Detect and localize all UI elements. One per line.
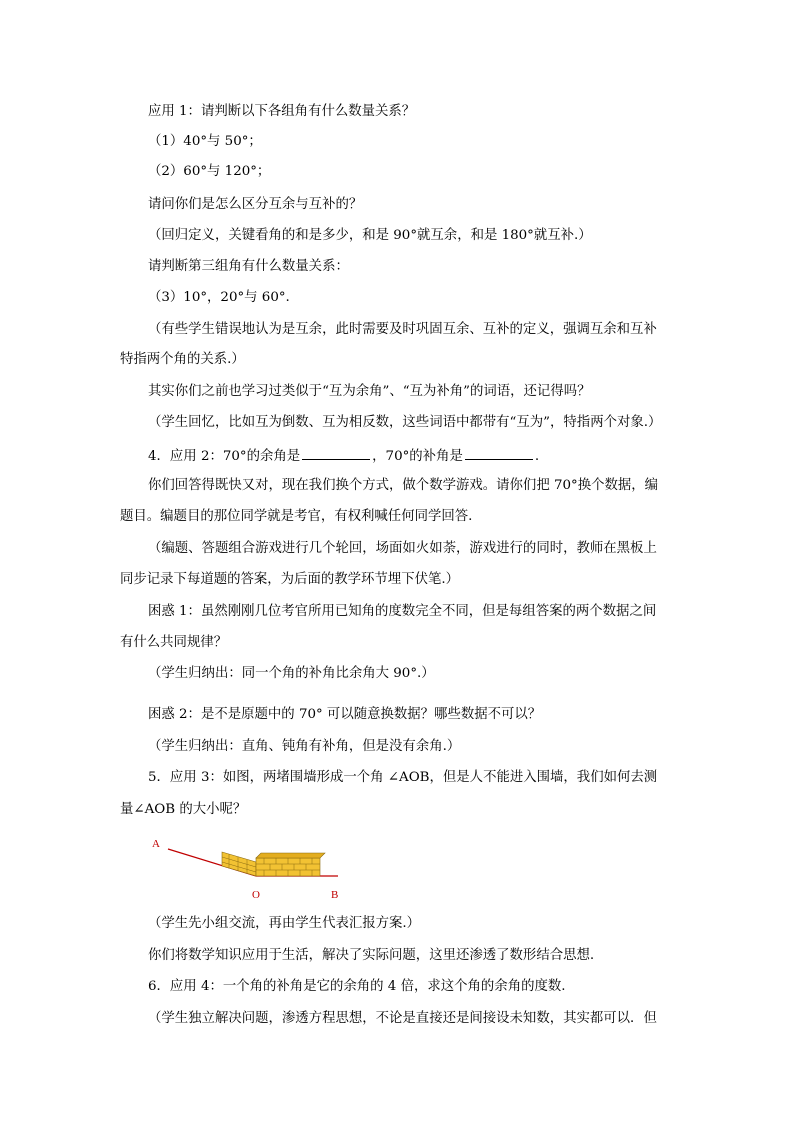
text-line: 特指两个角的关系.） bbox=[120, 352, 245, 367]
text-line: 你们回答得既快又对，现在我们换个方式，做个数学游戏。请你们把 70°换个数据，编 bbox=[148, 478, 659, 493]
answer-blank bbox=[465, 445, 533, 460]
text-line: （1）40°与 50°； bbox=[148, 134, 262, 149]
text-line: 请问你们是怎么区分互余与互补的？ bbox=[148, 197, 363, 212]
text-line: （有些学生错误地认为是互余，此时需要及时巩固互余、互补的定义，强调互余和互补 bbox=[148, 322, 657, 337]
text-line: （回归定义，关键看角的和是多少，和是 90°就互余，和是 180°就互补.） bbox=[148, 228, 592, 243]
text-line: （学生回忆，比如互为倒数、互为相反数，这些词语中都带有“互为”，特指两个对象.） bbox=[148, 415, 662, 430]
text-line: 有什么共同规律？ bbox=[120, 635, 228, 650]
text-line: （学生归纳出：同一个角的补角比余角大 90°.） bbox=[148, 666, 435, 681]
text-line: 困惑 2：是不是原题中的 70° 可以随意换数据？哪些数据不可以？ bbox=[148, 707, 542, 722]
text-line: 6．应用 4：一个角的补角是它的余角的 4 倍，求这个角的余角的度数. bbox=[148, 979, 566, 994]
text-line: 题目。编题目的那位同学就是考官，有权利喊任何同学回答. bbox=[120, 509, 473, 524]
answer-blank bbox=[302, 445, 370, 460]
text-line: （学生归纳出：直角、钝角有补角，但是没有余角.） bbox=[148, 739, 461, 754]
text-line: 应用 1：请判断以下各组角有什么数量关系？ bbox=[148, 104, 416, 119]
q4-middle: ，70°的补角是 bbox=[372, 449, 463, 464]
text-line: （学生先小组交流，再由学生代表汇报方案.） bbox=[148, 916, 421, 931]
text-line: 5．应用 3：如图，两堵围墙形成一个角 ∠AOB，但是人不能进入围墙，我们如何去测 bbox=[148, 770, 658, 785]
text-line: 你们将数学知识应用于生活，解决了实际问题，这里还渗透了数形结合思想. bbox=[148, 948, 595, 963]
brick-wall-right bbox=[256, 853, 325, 876]
text-line: （编题、答题组合游戏进行几个轮回，场面如火如荼，游戏进行的同时，教师在黑板上 bbox=[148, 541, 657, 556]
label-o: O bbox=[252, 889, 260, 901]
q4-suffix: . bbox=[534, 449, 540, 464]
wall-angle-figure bbox=[148, 836, 348, 902]
text-line: 量∠AOB 的大小呢？ bbox=[120, 802, 247, 817]
text-line: （学生独立解决问题，渗透方程思想，不论是直接还是间接设未知数，其实都可以．但 bbox=[148, 1011, 657, 1026]
text-line: （2）60°与 120°； bbox=[148, 164, 271, 179]
q4-prefix: 4．应用 2：70°的余角是 bbox=[148, 449, 301, 464]
text-line: 同步记录下每道题的答案，为后面的教学环节埋下伏笔.） bbox=[120, 572, 460, 587]
text-line: 困惑 1：虽然刚刚几位考官所用已知角的度数完全不同，但是每组答案的两个数据之间 bbox=[148, 604, 657, 619]
brick-wall-left bbox=[222, 852, 256, 876]
text-line: 请判断第三组角有什么数量关系： bbox=[148, 259, 349, 274]
question-4-line bbox=[148, 445, 539, 466]
text-line: 其实你们之前也学习过类似于“互为余角”、“互为补角”的词语，还记得吗？ bbox=[148, 384, 591, 399]
label-b: B bbox=[331, 889, 339, 901]
text-line: （3）10°，20°与 60°. bbox=[148, 290, 290, 305]
label-a: A bbox=[152, 838, 160, 850]
